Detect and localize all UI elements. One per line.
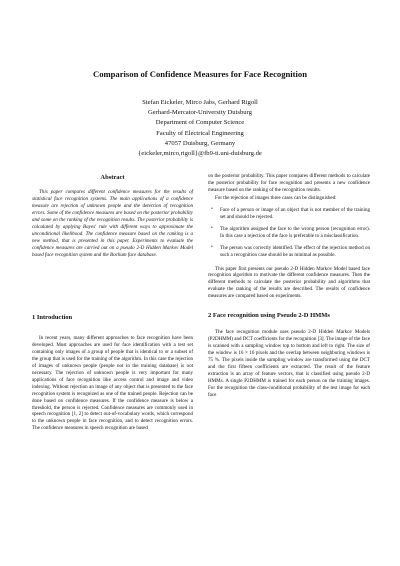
right-column	[208, 173, 370, 399]
paper-title: Comparison of Confidence Measures for Face Recognition	[92, 69, 308, 79]
author-city: 47057 Duisburg, Germany	[164, 139, 236, 147]
author-university: Gerhard-Mercator-University Duisburg	[148, 109, 252, 117]
list-item	[208, 226, 370, 240]
author-names: Stefan Eickeler, Mirco Jabs, Gerhard Rigoll	[142, 99, 258, 106]
rejection-case-list	[208, 207, 370, 259]
abstract-section	[32, 174, 193, 259]
abstract-text: This paper compares different confidence measures for the results of statistical face recognition systems. The main applications of a confidence measure are rejection of unknown people and the detection of recognition errors. Some of the confidence measures are based on the posterior probability and some on the ranking of the recognition results. The posterior probability is calculated by applying Bayes' rule with different ways to approximate the unconditional likelihood. The confidence measure based on the ranking is a new method, that is presented in this paper. Experiments to evaluate the confidence measures are carried out on a pseudo 2-D Hidden Markov Model based face recognition system and the Bochum face database.	[32, 189, 193, 258]
introduction-text: In recent years, many different approaches to face recognition have been developed. Most approaches are used for face identification with a test set containing only images of a group of people that is identical to or a subset of the group that is used for the training of the algorithm. In this case the rejection of images of unknown people (people not in the training database) is not necessary. The rejection of unknown people is very important for many applications of face recognition like access control and image and video indexing. Without rejection an image of any object that is presented to the face recognition system is recognized as one of the trained people. Rejection can be done based on confidence measures. If the confidence measure is below a threshold, the person is rejected. Confidence measures are commonly used in speech recognition [1, 2] to detect out-of-vocabulary words, which correspond to the unknown people in face recognition, and to detect recognition errors. The confidence measures in speech recognition are based	[32, 335, 193, 432]
section-2-text: The face recognition module uses pseudo 2-D Hidden Markov Models (P2DHMM) and DCT coefficients for the recognition [3]. The image of the face is scanned with a sampling window top to bottom and left to right. The size of the window is 16 × 16 pixels and the overlap between neighboring windows is 75 %. The pixels inside the sampling window are transformed using the DCT and the first fifteen coefficients are extracted. The result of the feature extraction is an array of feature vectors, that is classified using pseudo 2-D HMMs. A single P2DHMM is trained for each person on the training images. For the recognition the class-conditional probability of the test image for each face	[208, 329, 370, 398]
list-item-text: The algorithm assigned the face to the wrong person (recognition error). In this case a rejection of the face is preferable to a misclassification.	[220, 225, 370, 239]
bullet-icon: •	[211, 225, 213, 231]
author-block	[40, 98, 360, 159]
introduction-heading: 1 Introduction	[32, 314, 73, 321]
bullet-icon: •	[211, 206, 213, 212]
section-2-heading: 2 Face recognition using Pseudo 2-D HMMs	[208, 312, 330, 320]
list-item	[208, 245, 370, 259]
right-paragraph-2: For the rejection of images three cases can be distinguished:	[215, 194, 337, 201]
author-department: Department of Computer Science	[155, 119, 245, 127]
introduction-section	[32, 314, 193, 432]
author-faculty: Faculty of Electrical Engineering	[156, 129, 244, 137]
list-item-text: The person was correctly identified. The effect of the rejection method on such a recognition case should be as minimal as possible.	[220, 244, 370, 258]
right-paragraph-3: This paper first presents our pseudo 2-D Hidden Markov Model based face recognition algorithm to motivate the different confidence measures. Then the different methods to calculate the posterior probability and algorithms that evaluate the ranking of the results are described. The results of confidence measures are compared based on experiments.	[208, 265, 370, 300]
bullet-icon: •	[211, 244, 213, 250]
list-item	[208, 207, 370, 221]
list-item-text: Face of a person or image of an object that is not member of the training set and should be rejected.	[220, 206, 370, 220]
author-email: {eickeler,mirco,rigoll}@fb9-ti.uni-duisburg.de	[138, 150, 262, 158]
abstract-heading: Abstract	[100, 174, 125, 181]
right-paragraph-1: on the posterior probability. This paper compares different methods to calculate the posterior probability for face recognition and presents a new confidence measure based on the ranking of the recognition results.	[208, 173, 370, 193]
